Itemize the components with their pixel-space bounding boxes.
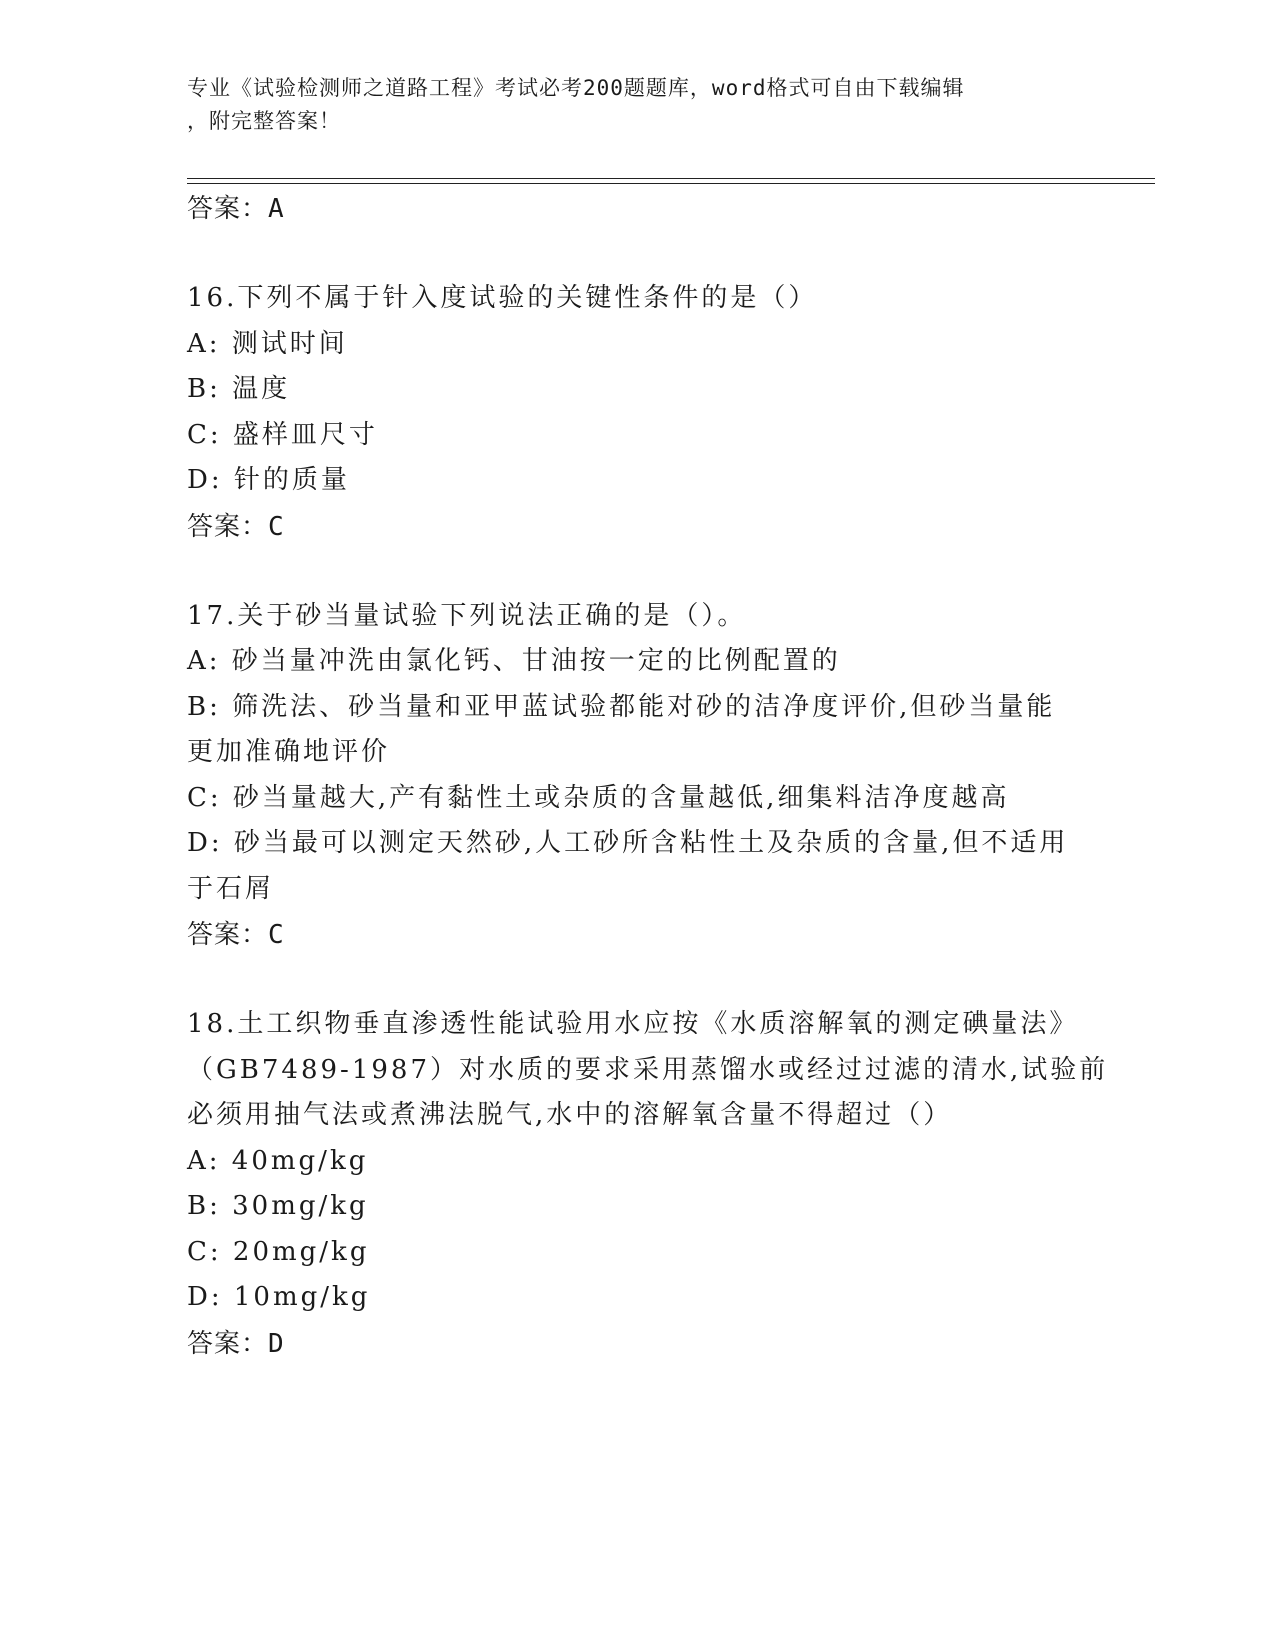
option-d-continued: 于石屑 [187,873,275,904]
answer-label: 答案： [187,1328,269,1359]
question-answer [187,1321,1087,1367]
header-line-1: 专业《试验检测师之道路工程》考试必考200题题库，word格式可自由下载编辑 [187,76,965,100]
option-b-continued: 更加准确地评价 [187,737,391,767]
option-c: C: 盛样皿尺寸 [187,419,378,450]
option-d: D: 针的质量 [187,465,350,495]
answer-value: C [268,920,285,950]
question-answer [187,912,1087,958]
answer-label: 答案： [187,920,269,950]
option-c: C: 20mg/kg [187,1236,370,1267]
header-divider-bottom [187,183,1155,184]
question-stem-line-1: 18.土工织物垂直渗透性能试验用水应按《水质溶解氧的测定碘量法》 [187,1009,1079,1039]
header-line-2: ，附完整答案！ [187,109,341,133]
question-18 [187,1002,1109,1367]
question-stem: 17.关于砂当量试验下列说法正确的是（）。 [187,600,747,631]
header-divider-top [187,178,1155,179]
question-answer [187,504,1087,550]
question-16 [187,276,1087,550]
option-b: B: 筛洗法、砂当量和亚甲蓝试验都能对砂的洁净度评价,但砂当量能 [187,691,1056,722]
option-a: A: 40mg/kg [187,1145,369,1176]
question-stem: 16.下列不属于针入度试验的关键性条件的是（） [187,283,818,313]
option-a: A: 砂当量冲洗由氯化钙、甘油按一定的比例配置的 [187,646,841,676]
option-d: D: 砂当最可以测定天然砂,人工砂所含粘性土及杂质的含量,但不适用 [187,828,1069,858]
question-stem-line-2: （GB7489-1987）对水质的要求采用蒸馏水或经过过滤的清水,试验前 [187,1054,1109,1085]
option-b: B: 温度 [187,374,291,404]
answer-label: 答案： [187,194,269,224]
question-17 [187,594,1087,959]
answer-value: C [268,511,285,542]
answer-value: A [268,194,285,224]
question-stem-line-3: 必须用抽气法或煮沸法脱气,水中的溶解氧含量不得超过（） [187,1100,953,1130]
previous-answer [187,186,1087,232]
option-a: A: 测试时间 [187,328,348,359]
option-b: B: 30mg/kg [187,1191,369,1221]
option-c: C: 砂当量越大,产有黏性土或杂质的含量越低,细集料洁净度越高 [187,782,1010,813]
answer-label: 答案： [187,511,269,542]
document-header [187,72,1067,138]
option-d: D: 10mg/kg [187,1282,371,1312]
question-list [187,186,1109,1367]
answer-value: D [268,1328,285,1359]
